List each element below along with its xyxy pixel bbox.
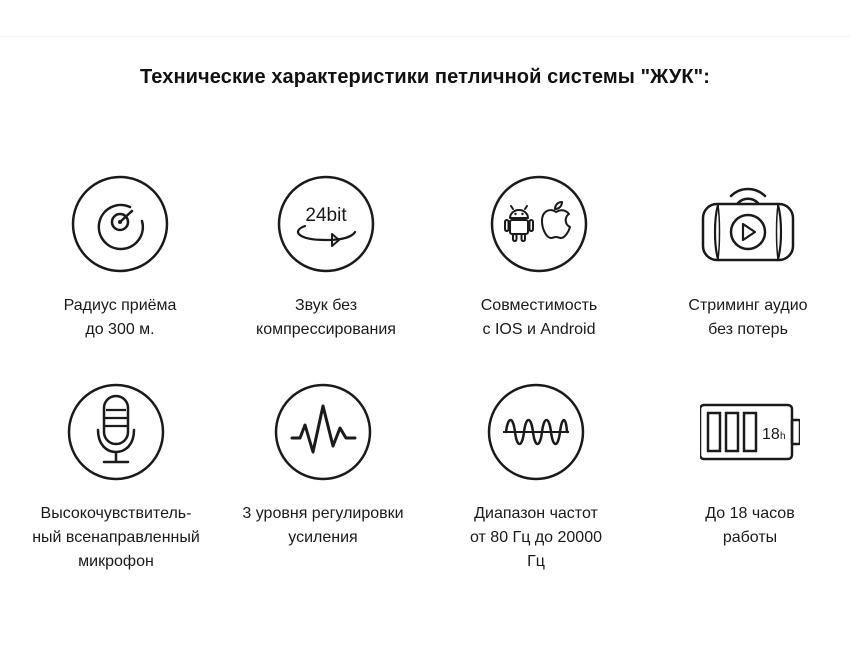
range-radar-icon — [70, 174, 170, 274]
apple-icon — [542, 202, 570, 238]
top-divider — [0, 36, 850, 37]
24bit-text: 24bit — [305, 205, 347, 226]
feature-caption: До 18 часов работы — [705, 505, 795, 546]
android-apple-icon — [489, 174, 589, 274]
frequency-icon — [486, 382, 586, 482]
24bit-icon — [276, 174, 376, 274]
feature-caption: Радиус приёма до 300 м. — [63, 297, 177, 338]
battery-hours-unit: h — [780, 431, 786, 442]
feature-caption: 3 уровня регулировки усиления — [242, 505, 404, 546]
waveform-icon — [273, 382, 373, 482]
android-icon — [505, 206, 533, 241]
feature-caption: Звук без компрессирования — [256, 297, 396, 338]
feature-caption: Высокочувствитель- ный всенаправленный микрофон — [32, 505, 200, 570]
microphone-icon — [66, 382, 166, 482]
battery-hours-text: 18 — [762, 426, 780, 443]
feature-caption: Диапазон частот от 80 Гц до 20000 Гц — [469, 505, 602, 570]
feature-caption: Совместимость с IOS и Android — [480, 297, 598, 338]
page-title: Технические характеристики петличной системы "ЖУК": — [139, 66, 711, 88]
battery-icon — [700, 382, 800, 482]
feature-caption: Стриминг аудио без потерь — [688, 297, 808, 338]
streaming-icon — [698, 174, 798, 274]
